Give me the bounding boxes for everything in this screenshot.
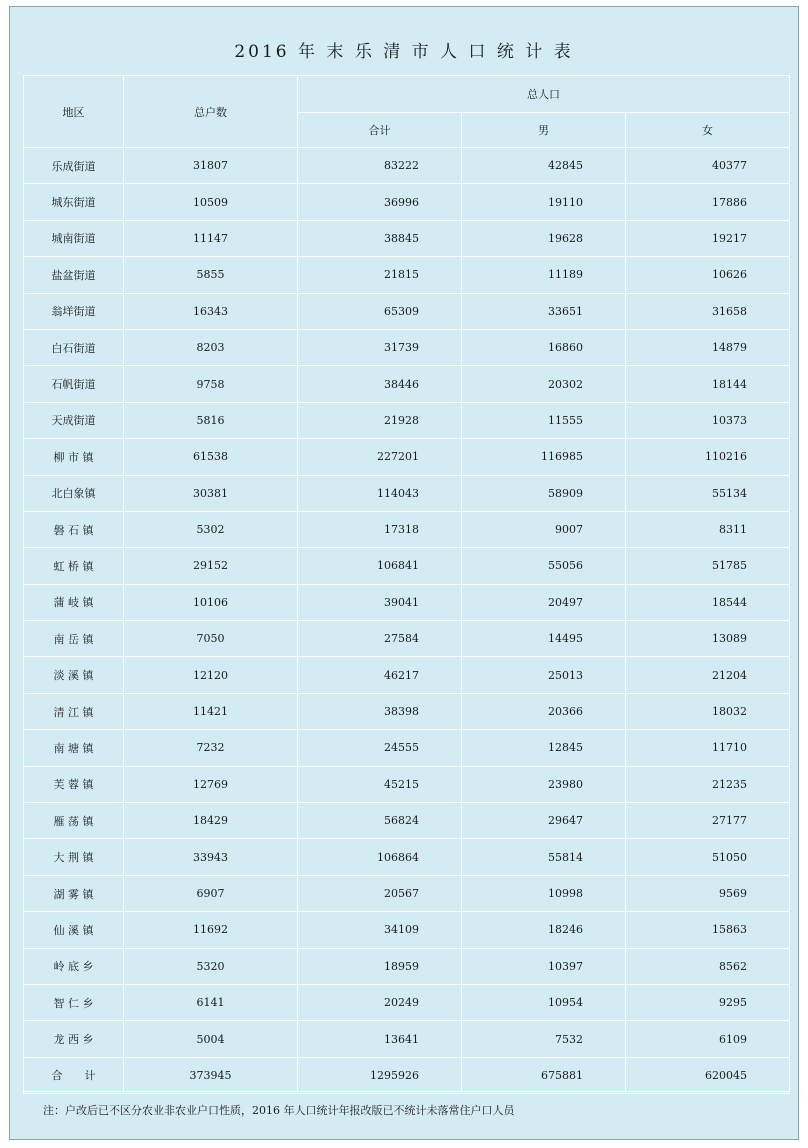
cell-male: 33651 bbox=[462, 293, 626, 329]
table-row bbox=[24, 293, 790, 329]
cell-male: 10397 bbox=[462, 948, 626, 984]
cell-female: 620045 bbox=[626, 1057, 790, 1093]
cell-male: 10954 bbox=[462, 984, 626, 1020]
header-region: 地区 bbox=[24, 76, 124, 148]
cell-region: 蒲 岐 镇 bbox=[24, 584, 124, 620]
table-row bbox=[24, 148, 790, 184]
cell-total: 45215 bbox=[298, 766, 462, 802]
cell-female: 11710 bbox=[626, 730, 790, 766]
cell-households: 7050 bbox=[124, 621, 298, 657]
table-row bbox=[24, 548, 790, 584]
cell-total: 38446 bbox=[298, 366, 462, 402]
cell-female: 51050 bbox=[626, 839, 790, 875]
cell-region: 石帆街道 bbox=[24, 366, 124, 402]
cell-total: 34109 bbox=[298, 912, 462, 948]
cell-region: 虹 桥 镇 bbox=[24, 548, 124, 584]
cell-region: 南 塘 镇 bbox=[24, 730, 124, 766]
cell-region: 芙 蓉 镇 bbox=[24, 766, 124, 802]
cell-male: 20366 bbox=[462, 693, 626, 729]
table-row bbox=[24, 366, 790, 402]
table-row bbox=[24, 1021, 790, 1057]
cell-total: 106841 bbox=[298, 548, 462, 584]
cell-total: 20567 bbox=[298, 875, 462, 911]
cell-region: 清 江 镇 bbox=[24, 693, 124, 729]
table-frame bbox=[9, 6, 799, 1140]
cell-total: 114043 bbox=[298, 475, 462, 511]
cell-households: 11147 bbox=[124, 220, 298, 256]
cell-region: 城东街道 bbox=[24, 184, 124, 220]
cell-male: 10998 bbox=[462, 875, 626, 911]
cell-female: 19217 bbox=[626, 220, 790, 256]
cell-total: 83222 bbox=[298, 148, 462, 184]
header-female: 女 bbox=[626, 113, 790, 148]
table-row bbox=[24, 402, 790, 438]
cell-households: 18429 bbox=[124, 803, 298, 839]
table-row bbox=[24, 803, 790, 839]
table-row bbox=[24, 511, 790, 547]
cell-male: 116985 bbox=[462, 439, 626, 475]
table-row bbox=[24, 584, 790, 620]
cell-total: 46217 bbox=[298, 657, 462, 693]
cell-households: 7232 bbox=[124, 730, 298, 766]
cell-households: 33943 bbox=[124, 839, 298, 875]
cell-male: 675881 bbox=[462, 1057, 626, 1093]
cell-total: 17318 bbox=[298, 511, 462, 547]
cell-male: 20497 bbox=[462, 584, 626, 620]
cell-male: 11189 bbox=[462, 257, 626, 293]
cell-region: 合 计 bbox=[24, 1057, 124, 1093]
header-male: 男 bbox=[462, 113, 626, 148]
cell-female: 51785 bbox=[626, 548, 790, 584]
cell-female: 27177 bbox=[626, 803, 790, 839]
cell-region: 乐成街道 bbox=[24, 148, 124, 184]
cell-region: 盐盆街道 bbox=[24, 257, 124, 293]
cell-female: 15863 bbox=[626, 912, 790, 948]
cell-total: 1295926 bbox=[298, 1057, 462, 1093]
table-row bbox=[24, 257, 790, 293]
cell-female: 8562 bbox=[626, 948, 790, 984]
cell-total: 38398 bbox=[298, 693, 462, 729]
cell-total: 21928 bbox=[298, 402, 462, 438]
cell-total: 21815 bbox=[298, 257, 462, 293]
cell-region: 柳 市 镇 bbox=[24, 439, 124, 475]
cell-households: 12120 bbox=[124, 657, 298, 693]
table-row bbox=[24, 475, 790, 511]
cell-households: 10509 bbox=[124, 184, 298, 220]
cell-households: 5320 bbox=[124, 948, 298, 984]
cell-households: 29152 bbox=[124, 548, 298, 584]
cell-households: 10106 bbox=[124, 584, 298, 620]
cell-region: 智 仁 乡 bbox=[24, 984, 124, 1020]
cell-female: 40377 bbox=[626, 148, 790, 184]
cell-female: 6109 bbox=[626, 1021, 790, 1057]
page-title: 2016 年 末 乐 清 市 人 口 统 计 表 bbox=[234, 42, 574, 62]
cell-male: 19110 bbox=[462, 184, 626, 220]
header-total-population: 总人口 bbox=[298, 76, 790, 113]
table-body bbox=[24, 148, 790, 1094]
cell-households: 16343 bbox=[124, 293, 298, 329]
cell-region: 大 荆 镇 bbox=[24, 839, 124, 875]
cell-region: 龙 西 乡 bbox=[24, 1021, 124, 1057]
cell-female: 17886 bbox=[626, 184, 790, 220]
header-sum: 合计 bbox=[298, 113, 462, 148]
cell-total: 31739 bbox=[298, 329, 462, 365]
cell-female: 8311 bbox=[626, 511, 790, 547]
cell-total: 227201 bbox=[298, 439, 462, 475]
cell-total: 18959 bbox=[298, 948, 462, 984]
cell-total: 24555 bbox=[298, 730, 462, 766]
table-row bbox=[24, 730, 790, 766]
cell-households: 6907 bbox=[124, 875, 298, 911]
cell-households: 31807 bbox=[124, 148, 298, 184]
cell-region: 岭 底 乡 bbox=[24, 948, 124, 984]
cell-male: 25013 bbox=[462, 657, 626, 693]
cell-female: 10373 bbox=[626, 402, 790, 438]
footnote: 注：户改后已不区分农业非农业户口性质，2016 年人口统计年报改版已不统计未落常住户口人员 bbox=[23, 1091, 789, 1127]
table-row bbox=[24, 657, 790, 693]
cell-households: 373945 bbox=[124, 1057, 298, 1093]
cell-male: 58909 bbox=[462, 475, 626, 511]
population-table bbox=[23, 75, 790, 1094]
cell-male: 55814 bbox=[462, 839, 626, 875]
cell-households: 12769 bbox=[124, 766, 298, 802]
cell-households: 30381 bbox=[124, 475, 298, 511]
cell-region: 白石街道 bbox=[24, 329, 124, 365]
table-row bbox=[24, 766, 790, 802]
cell-female: 18144 bbox=[626, 366, 790, 402]
cell-region: 雁 荡 镇 bbox=[24, 803, 124, 839]
cell-households: 6141 bbox=[124, 984, 298, 1020]
cell-total: 13641 bbox=[298, 1021, 462, 1057]
cell-male: 42845 bbox=[462, 148, 626, 184]
table-row bbox=[24, 912, 790, 948]
cell-female: 21235 bbox=[626, 766, 790, 802]
cell-households: 5816 bbox=[124, 402, 298, 438]
cell-region: 天成街道 bbox=[24, 402, 124, 438]
cell-total: 65309 bbox=[298, 293, 462, 329]
cell-total: 27584 bbox=[298, 621, 462, 657]
cell-female: 110216 bbox=[626, 439, 790, 475]
header-households: 总户数 bbox=[124, 76, 298, 148]
cell-female: 9295 bbox=[626, 984, 790, 1020]
cell-female: 31658 bbox=[626, 293, 790, 329]
table-row bbox=[24, 184, 790, 220]
cell-male: 11555 bbox=[462, 402, 626, 438]
table-row bbox=[24, 875, 790, 911]
cell-female: 13089 bbox=[626, 621, 790, 657]
cell-households: 8203 bbox=[124, 329, 298, 365]
cell-region: 北白象镇 bbox=[24, 475, 124, 511]
cell-female: 10626 bbox=[626, 257, 790, 293]
cell-male: 29647 bbox=[462, 803, 626, 839]
table-row bbox=[24, 693, 790, 729]
cell-female: 14879 bbox=[626, 329, 790, 365]
cell-total: 106864 bbox=[298, 839, 462, 875]
cell-male: 12845 bbox=[462, 730, 626, 766]
cell-male: 9007 bbox=[462, 511, 626, 547]
cell-households: 61538 bbox=[124, 439, 298, 475]
cell-female: 21204 bbox=[626, 657, 790, 693]
cell-households: 5302 bbox=[124, 511, 298, 547]
cell-total: 20249 bbox=[298, 984, 462, 1020]
cell-region: 淡 溪 镇 bbox=[24, 657, 124, 693]
table-row bbox=[24, 984, 790, 1020]
cell-total: 38845 bbox=[298, 220, 462, 256]
cell-region: 翁垟街道 bbox=[24, 293, 124, 329]
cell-households: 9758 bbox=[124, 366, 298, 402]
cell-male: 19628 bbox=[462, 220, 626, 256]
table-row bbox=[24, 1057, 790, 1093]
cell-male: 16860 bbox=[462, 329, 626, 365]
cell-households: 5855 bbox=[124, 257, 298, 293]
cell-male: 55056 bbox=[462, 548, 626, 584]
cell-male: 20302 bbox=[462, 366, 626, 402]
cell-total: 56824 bbox=[298, 803, 462, 839]
cell-female: 18032 bbox=[626, 693, 790, 729]
cell-region: 城南街道 bbox=[24, 220, 124, 256]
cell-region: 湖 雾 镇 bbox=[24, 875, 124, 911]
cell-total: 36996 bbox=[298, 184, 462, 220]
table-row bbox=[24, 839, 790, 875]
table-row bbox=[24, 329, 790, 365]
cell-total: 39041 bbox=[298, 584, 462, 620]
cell-households: 11421 bbox=[124, 693, 298, 729]
cell-region: 磐 石 镇 bbox=[24, 511, 124, 547]
cell-female: 18544 bbox=[626, 584, 790, 620]
cell-region: 南 岳 镇 bbox=[24, 621, 124, 657]
cell-male: 18246 bbox=[462, 912, 626, 948]
table-row bbox=[24, 948, 790, 984]
table-row bbox=[24, 220, 790, 256]
cell-male: 23980 bbox=[462, 766, 626, 802]
cell-male: 14495 bbox=[462, 621, 626, 657]
cell-households: 11692 bbox=[124, 912, 298, 948]
cell-male: 7532 bbox=[462, 1021, 626, 1057]
cell-households: 5004 bbox=[124, 1021, 298, 1057]
table-row bbox=[24, 439, 790, 475]
table-row bbox=[24, 621, 790, 657]
cell-region: 仙 溪 镇 bbox=[24, 912, 124, 948]
cell-female: 9569 bbox=[626, 875, 790, 911]
cell-female: 55134 bbox=[626, 475, 790, 511]
